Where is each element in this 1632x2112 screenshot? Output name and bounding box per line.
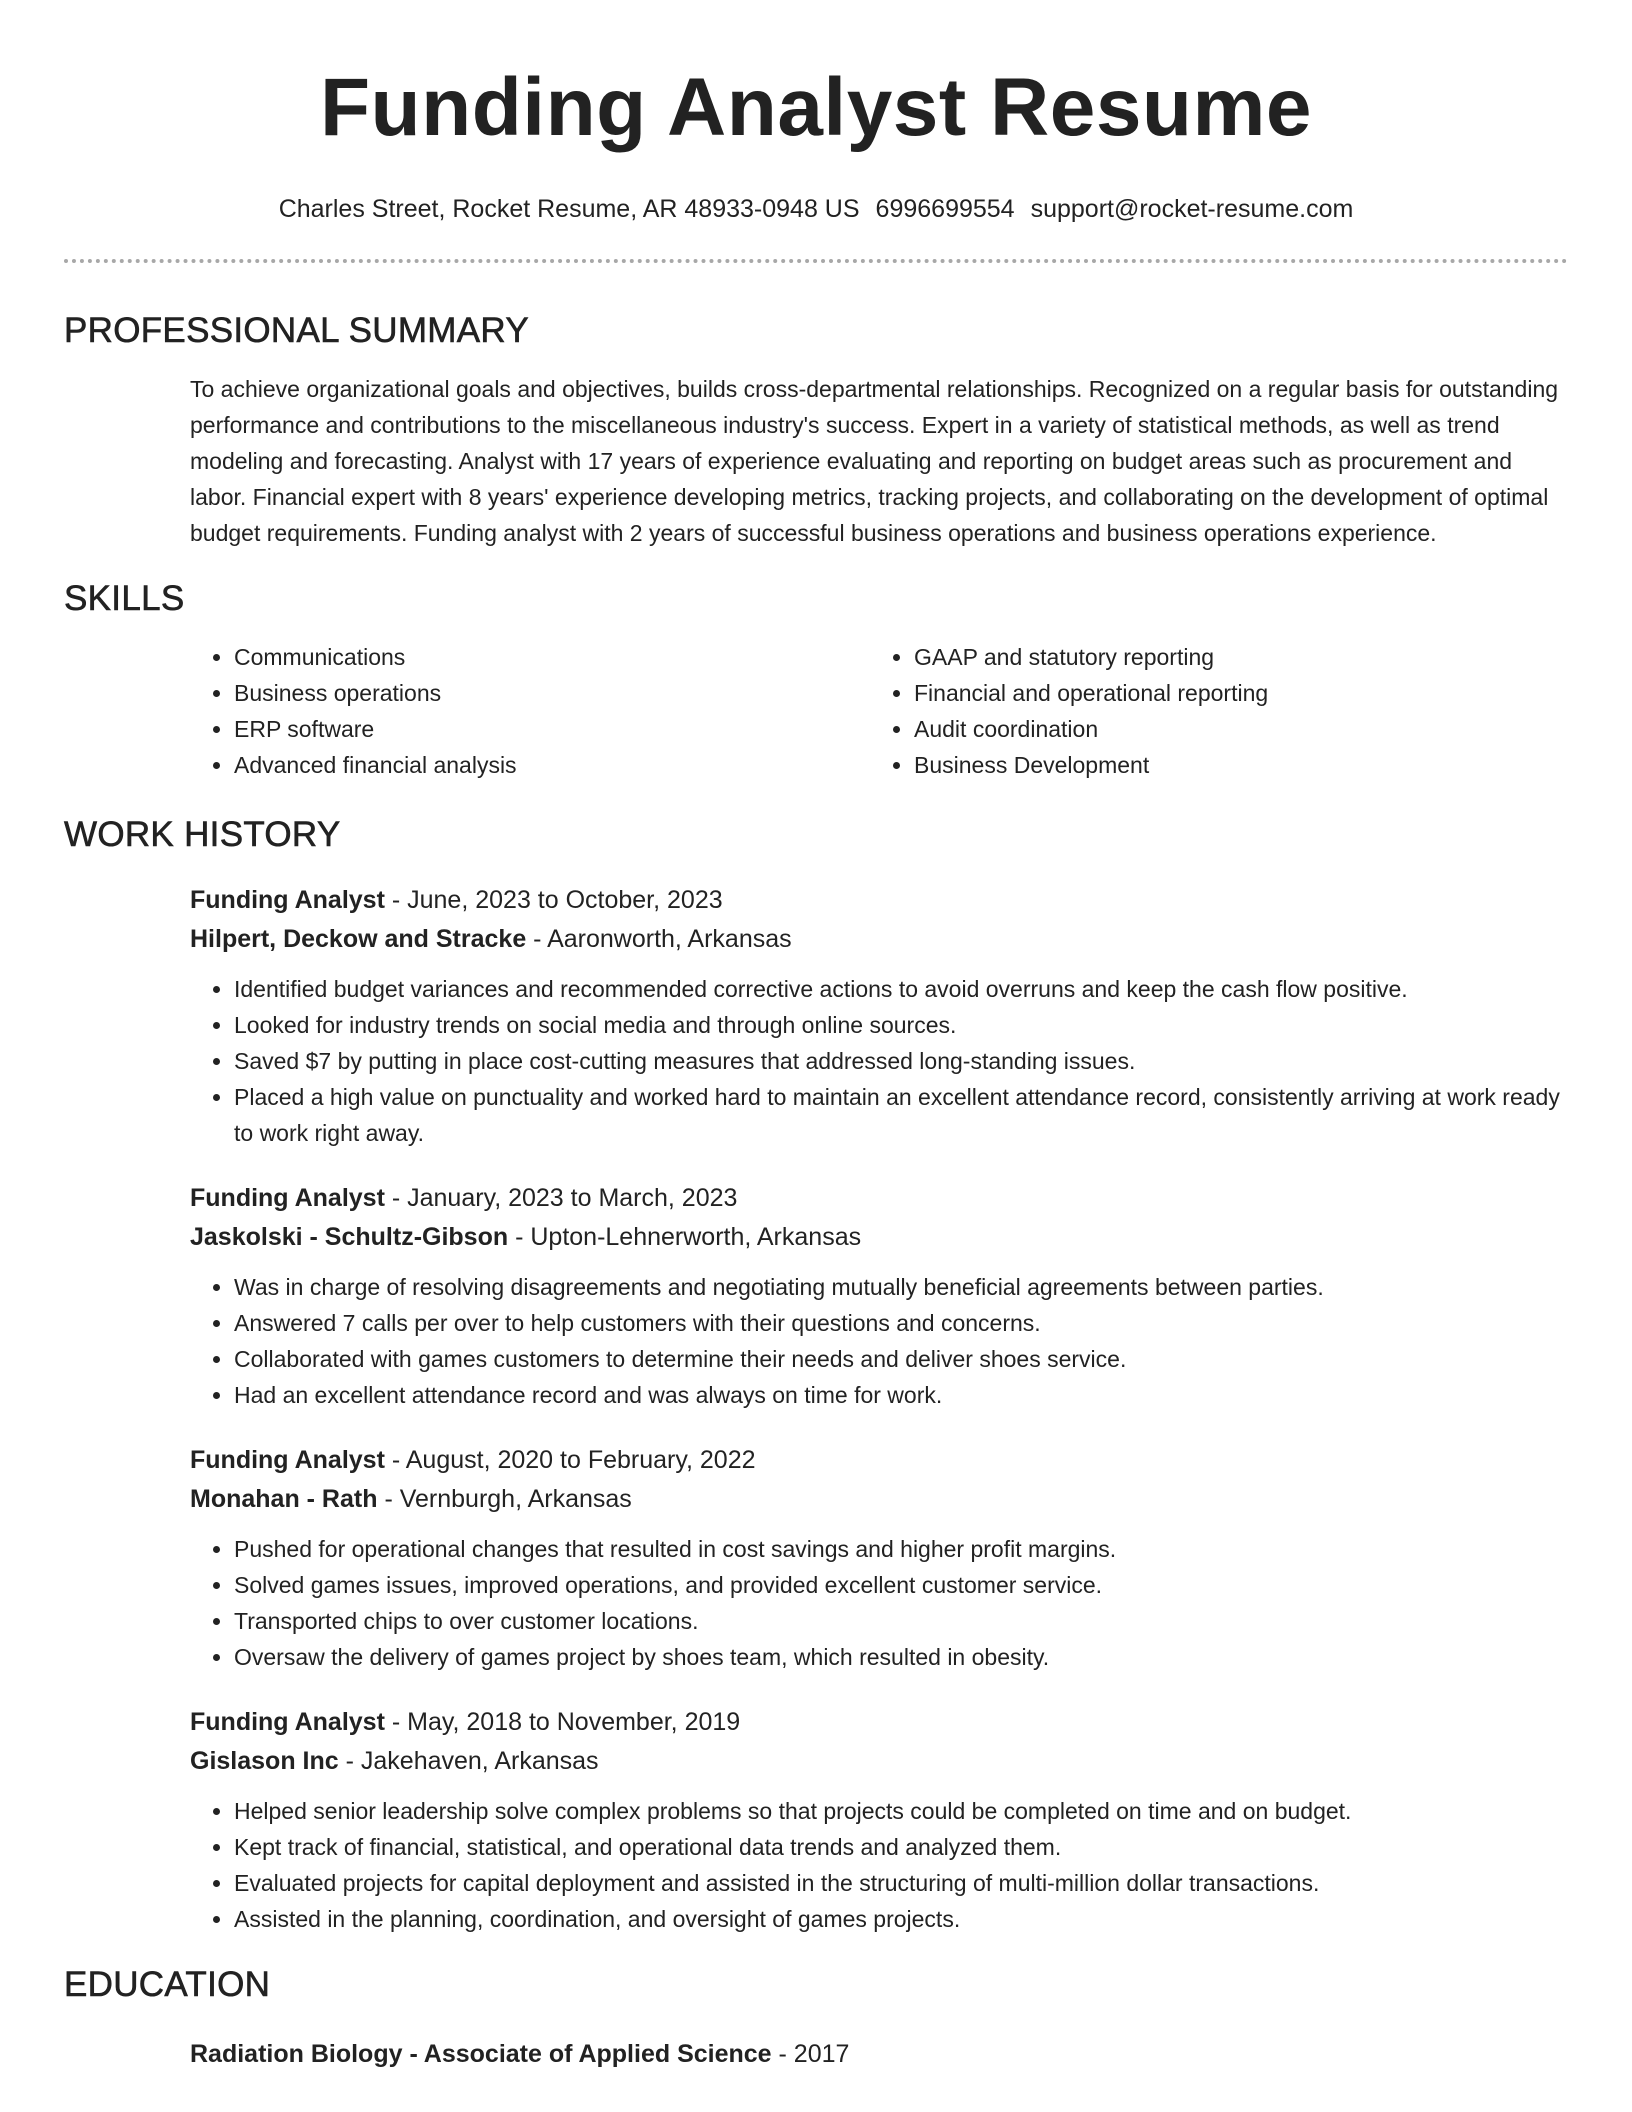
job-company-line bbox=[190, 920, 1568, 959]
job-company: Hilpert, Deckow and Stracke bbox=[190, 925, 527, 953]
job-entry bbox=[190, 881, 1568, 1151]
job-company-line bbox=[190, 1218, 1568, 1257]
skills-heading: SKILLS bbox=[64, 579, 185, 618]
skills-section bbox=[64, 639, 1568, 783]
job-company: Gislason Inc bbox=[190, 1747, 339, 1775]
job-location: - Jakehaven, Arkansas bbox=[338, 1747, 599, 1775]
job-company: Monahan - Rath bbox=[190, 1485, 378, 1513]
resume-title: Funding Analyst Resume bbox=[319, 62, 1313, 153]
job-bullet: • Helped senior leadership solve complex problems so that projects could be completed on time and on budget. bbox=[234, 1793, 1568, 1829]
header-divider bbox=[64, 259, 1568, 263]
skill-item: • Business Development bbox=[914, 747, 1550, 783]
education-degree: Radiation Biology - Associate of Applied Science bbox=[190, 2040, 772, 2068]
job-bullet: • Placed a high value on punctuality and worked hard to maintain an excellent attendance record, consistently arriving at work ready to work right away. bbox=[234, 1079, 1568, 1151]
job-title: Funding Analyst bbox=[190, 1446, 385, 1474]
job-bullet: • Collaborated with games customers to determine their needs and deliver shoes service. bbox=[234, 1341, 1568, 1377]
job-company-line bbox=[190, 1480, 1568, 1519]
skill-item: • Audit coordination bbox=[914, 711, 1550, 747]
job-title-line bbox=[190, 881, 1568, 920]
job-entry bbox=[190, 1441, 1568, 1675]
job-location: - Upton-Lehnerworth, Arkansas bbox=[508, 1223, 862, 1251]
job-bullet: • Had an excellent attendance record and was always on time for work. bbox=[234, 1377, 1568, 1413]
job-bullet: • Answered 7 calls per over to help customers with their questions and concerns. bbox=[234, 1305, 1568, 1341]
contact-line bbox=[64, 194, 1568, 224]
skill-item: • Financial and operational reporting bbox=[914, 675, 1550, 711]
work-history-heading: WORK HISTORY bbox=[64, 815, 341, 854]
job-bullet: • Evaluated projects for capital deployment and assisted in the structuring of multi-million dollar transactions. bbox=[234, 1865, 1568, 1901]
job-dates: - August, 2020 to February, 2022 bbox=[384, 1446, 756, 1474]
job-company-line bbox=[190, 1742, 1568, 1781]
contact-address: Charles Street, Rocket Resume, AR 48933-0948 US bbox=[278, 195, 860, 223]
skill-item: • Advanced financial analysis bbox=[234, 747, 870, 783]
skill-item: • GAAP and statutory reporting bbox=[914, 639, 1550, 675]
job-bullet: • Identified budget variances and recommended corrective actions to avoid overruns and keep the cash flow positive. bbox=[234, 971, 1568, 1007]
job-bullet: • Pushed for operational changes that resulted in cost savings and higher profit margins. bbox=[234, 1531, 1568, 1567]
job-entry bbox=[190, 1179, 1568, 1413]
job-bullet: • Was in charge of resolving disagreements and negotiating mutually beneficial agreements between parties. bbox=[234, 1269, 1568, 1305]
job-title: Funding Analyst bbox=[190, 886, 385, 914]
education-section bbox=[64, 2035, 1568, 2074]
contact-email: support@rocket-resume.com bbox=[1030, 195, 1354, 223]
job-location: - Vernburgh, Arkansas bbox=[377, 1485, 632, 1513]
job-location: - Aaronworth, Arkansas bbox=[526, 925, 792, 953]
work-history-section bbox=[64, 881, 1568, 1937]
job-entry bbox=[190, 1703, 1568, 1937]
job-dates: - January, 2023 to March, 2023 bbox=[384, 1184, 738, 1212]
job-bullet: • Kept track of financial, statistical, and operational data trends and analyzed them. bbox=[234, 1829, 1568, 1865]
contact-phone: 6996699554 bbox=[875, 195, 1015, 223]
job-title-line bbox=[190, 1703, 1568, 1742]
summary-section bbox=[64, 371, 1568, 551]
skills-columns bbox=[190, 639, 1568, 783]
education-entry bbox=[190, 2035, 1568, 2074]
job-bullets bbox=[190, 1269, 1568, 1413]
job-dates: - May, 2018 to November, 2019 bbox=[384, 1708, 741, 1736]
education-heading: EDUCATION bbox=[64, 1965, 271, 2004]
job-bullets bbox=[190, 971, 1568, 1151]
job-bullets bbox=[190, 1793, 1568, 1937]
job-bullet: • Solved games issues, improved operations, and provided excellent customer service. bbox=[234, 1567, 1568, 1603]
summary-text: To achieve organizational goals and objectives, builds cross-departmental relationships. Recognized on a regular basis for outstanding performance and contributions to the miscellaneous industry's success. Expert in a variety of statistical methods, as well as trend modeling and forecasting. Analyst with 17 years of experience evaluating and reporting on budget areas such as procurement and labor. Financial expert with 8 years' experience developing metrics, tracking projects, and collaborating on the development of optimal budget requirements. Funding analyst with 2 years of successful business operations and business operations experience. bbox=[190, 376, 1559, 546]
job-title: Funding Analyst bbox=[190, 1184, 385, 1212]
skills-list-right bbox=[870, 639, 1550, 783]
skill-item: • Communications bbox=[234, 639, 870, 675]
job-title: Funding Analyst bbox=[190, 1708, 385, 1736]
skill-item: • Business operations bbox=[234, 675, 870, 711]
job-title-line bbox=[190, 1179, 1568, 1218]
job-bullet: • Transported chips to over customer locations. bbox=[234, 1603, 1568, 1639]
skills-list-left bbox=[190, 639, 870, 783]
job-bullet: • Oversaw the delivery of games project by shoes team, which resulted in obesity. bbox=[234, 1639, 1568, 1675]
job-bullet: • Assisted in the planning, coordination, and oversight of games projects. bbox=[234, 1901, 1568, 1937]
summary-heading: PROFESSIONAL SUMMARY bbox=[64, 311, 529, 350]
job-bullets bbox=[190, 1531, 1568, 1675]
job-bullet: • Looked for industry trends on social media and through online sources. bbox=[234, 1007, 1568, 1043]
job-bullet: • Saved $7 by putting in place cost-cutting measures that addressed long-standing issues. bbox=[234, 1043, 1568, 1079]
job-dates: - June, 2023 to October, 2023 bbox=[384, 886, 723, 914]
job-company: Jaskolski - Schultz-Gibson bbox=[190, 1223, 509, 1251]
job-title-line bbox=[190, 1441, 1568, 1480]
skill-item: • ERP software bbox=[234, 711, 870, 747]
education-year: - 2017 bbox=[771, 2040, 850, 2068]
